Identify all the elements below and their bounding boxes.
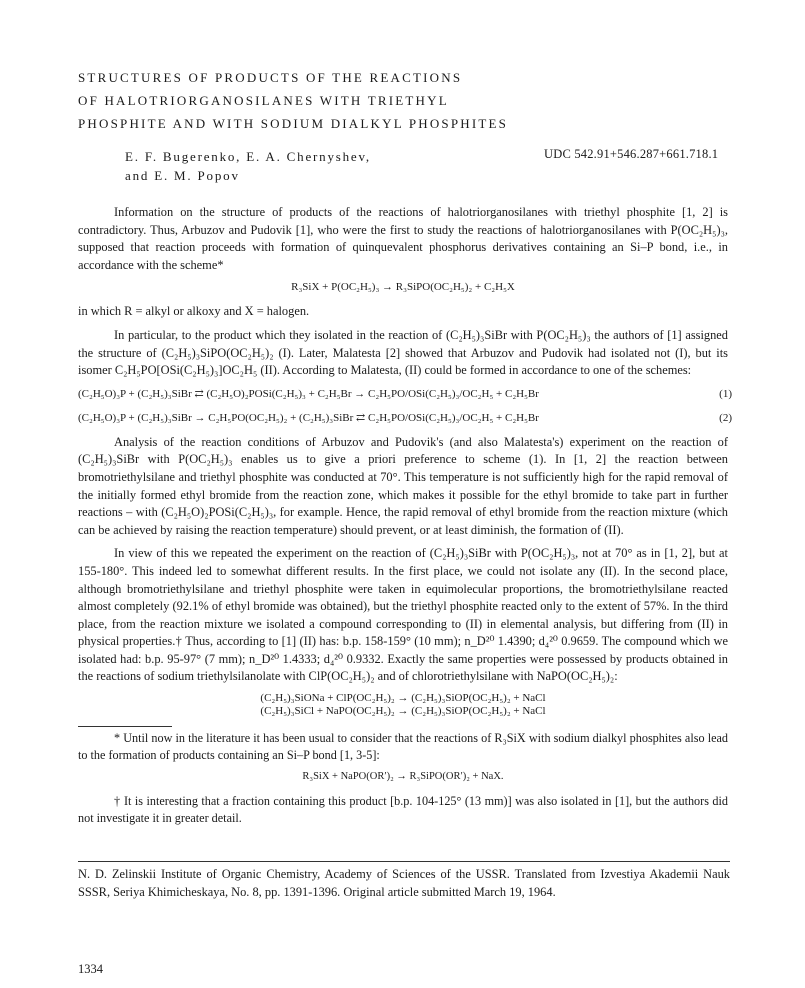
equation-2	[78, 410, 732, 426]
article-body	[78, 204, 732, 827]
equation-pair	[78, 692, 728, 718]
equation-1-number: (1)	[719, 387, 732, 400]
title-line-2: OF HALOTRIORGANOSILANES WITH TRIETHYL	[78, 93, 449, 108]
equation-1	[78, 386, 732, 402]
footnote-asterisk: * Until now in the literature it has been usual to consider that the reactions of R₃SiX with sodium dialkyl phosphites also lead to the formation of products containing an Si–P bond [1, 3-5]:	[78, 731, 728, 763]
paper-title	[78, 66, 738, 135]
footnotes	[78, 730, 728, 827]
title-line-1: STRUCTURES OF PRODUCTS OF THE REACTIONS	[78, 70, 463, 85]
paragraph-intro: Information on the structure of products of the reactions of halotriorganosilanes with triethyl phosphite [1, 2] is contradictory. Thus, Arbuzov and Pudovik [1], who were the first to study the reactions of halotriorganosilanes with P(OC₂H₅)₃, supposed that reaction proceeds with formation of quinquevalent phosphorus derivatives containing an Si–P bond, i.e., in accordance with the scheme*	[78, 205, 728, 272]
footnote-divider	[78, 726, 172, 727]
institution-note	[78, 861, 730, 901]
paragraph-analysis: Analysis of the reaction conditions of Arbuzov and Pudovik's (and also Malatesta's) experiment on the reaction of (C₂H₅)₃SiBr with P(OC₂H₅)₃ enables us to give a priori preference to scheme (1). In [1, 2] the reaction between bromotriethylsilane and triethyl phosphite was conducted at 70°. This temperature is not sufficiently high for the rapid removal of the initially formed ethyl bromide from the reaction zone, which makes it possible for the ethyl bromide to take part in further reactions – with (C₂H₅O)₂POSi(C₂H₅)₃, for example. Hence, the rapid removal of ethyl bromide from the reaction mixture (which can be achieved by raising the reaction temperature) should prevent, or at least diminish, the formation of (II).	[78, 434, 728, 537]
udc-code: UDC 542.91+546.287+661.718.1	[544, 147, 719, 161]
footnote-dagger: † It is interesting that a fraction containing this product [b.p. 104-125° (13 mm)] was also isolated in [1], but the authors did not investigate it in greater detail.	[78, 794, 728, 826]
footnote-equation: R₃SiX + NaPO(OR′)₂ → R₃SiPO(OR′)₂ + NaX.	[302, 771, 504, 783]
paragraph-malatesta: In particular, to the product which they isolated in the reaction of (C₂H₅)₃SiBr with P(OC₂H₅)₃ the authors of [1] assigned the structure of (C₂H₅)₃SiPO(OC₂H₅)₂ (I). Later, Malatesta [2] showed that Arbuzov and Pudovik had isolated not (I), but its isomer C₂H₅PO[OSi(C₂H₅)₃]OC₂H₅ (II). According to Malatesta, (II) could be formed in accordance to one of the schemes:	[78, 327, 728, 378]
institution-text: N. D. Zelinskii Institute of Organic Chemistry, Academy of Sciences of the USSR. Translated from Izvestiya Akademii Nauk SSSR, Seriya Khimicheskaya, No. 8, pp. 1391-1396. Original article submitted March 19, 1964.	[78, 867, 730, 899]
page-number: 1334	[78, 962, 103, 976]
authors-line-2: and E. M. Popov	[125, 168, 240, 183]
title-line-3: PHOSPHITE AND WITH SODIUM DIALKYL PHOSPHITES	[78, 116, 509, 131]
equation-2-number: (2)	[719, 411, 732, 424]
equation-2-text: (C₂H₅O)₃P + (C₂H₅)₃SiBr → C₂H₅PO(OC₂H₅)₂ + (C₂H₅)₃SiBr ⇄ C₂H₅PO/OSi(C₂H₅)₃/OC₂H₅ + C₂H₅Br	[78, 411, 539, 424]
authors	[125, 147, 371, 185]
equation-1-text: (C₂H₅O)₃P + (C₂H₅)₃SiBr ⇄ (C₂H₅O)₂POSi(C₂H₅)₃ + C₂H₅Br → C₂H₅PO/OSi(C₂H₅)₃/OC₂H₅ + C₂H₅Br	[78, 387, 539, 400]
equation-3b: (C₂H₅)₃SiCl + NaPO(OC₂H₅)₂ → (C₂H₅)₃SiOP(OC₂H₅)₂ + NaCl	[260, 705, 546, 718]
paragraph-experiment: In view of this we repeated the experiment on the reaction of (C₂H₅)₃SiBr with P(OC₂H₅)₃, not at 70° as in [1, 2], but at 155-180°. This indeed led to somewhat different results. In the first place, we could not isolate any (II). In the second place, although bromotriethylsilane and triethyl phosphite were taken in equimolecular proportions, the bromotriethylsilane reacted almost completely (92.1% of ethyl bromide was obtained), but the triethyl phosphite reacted only to the extent of 57%. In the third place, from the reaction mixture we isolated a compound corresponding to (II) in elemental analysis, but differing from (II) in physical properties.† Thus, according to [1] (II) has: b.p. 158-159° (10 mm); n_D²⁰ 1.4390; d₄²⁰ 0.9659. The compound which we isolated had: b.p. 95-97° (7 mm); n_D²⁰ 1.4333; d₄²⁰ 0.9332. Exactly the same properties were possessed by products obtained in the reactions of sodium triethylsilanolate with ClP(OC₂H₅)₂ and of chlorotriethylsilane with NaPO(OC₂H₅)₂:	[78, 546, 728, 684]
equation-scheme: R₃SiX + P(OC₂H₅)₃ → R₃SiPO(OC₂H₅)₂ + C₂H₅X	[291, 281, 515, 294]
authors-line-1: E. F. Bugerenko, E. A. Chernyshev,	[125, 149, 371, 164]
equation-3a: (C₂H₅)₃SiONa + ClP(OC₂H₅)₂ → (C₂H₅)₃SiOP(OC₂H₅)₂ + NaCl	[260, 692, 546, 705]
paragraph-definitions: in which R = alkyl or alkoxy and X = halogen.	[78, 304, 310, 319]
